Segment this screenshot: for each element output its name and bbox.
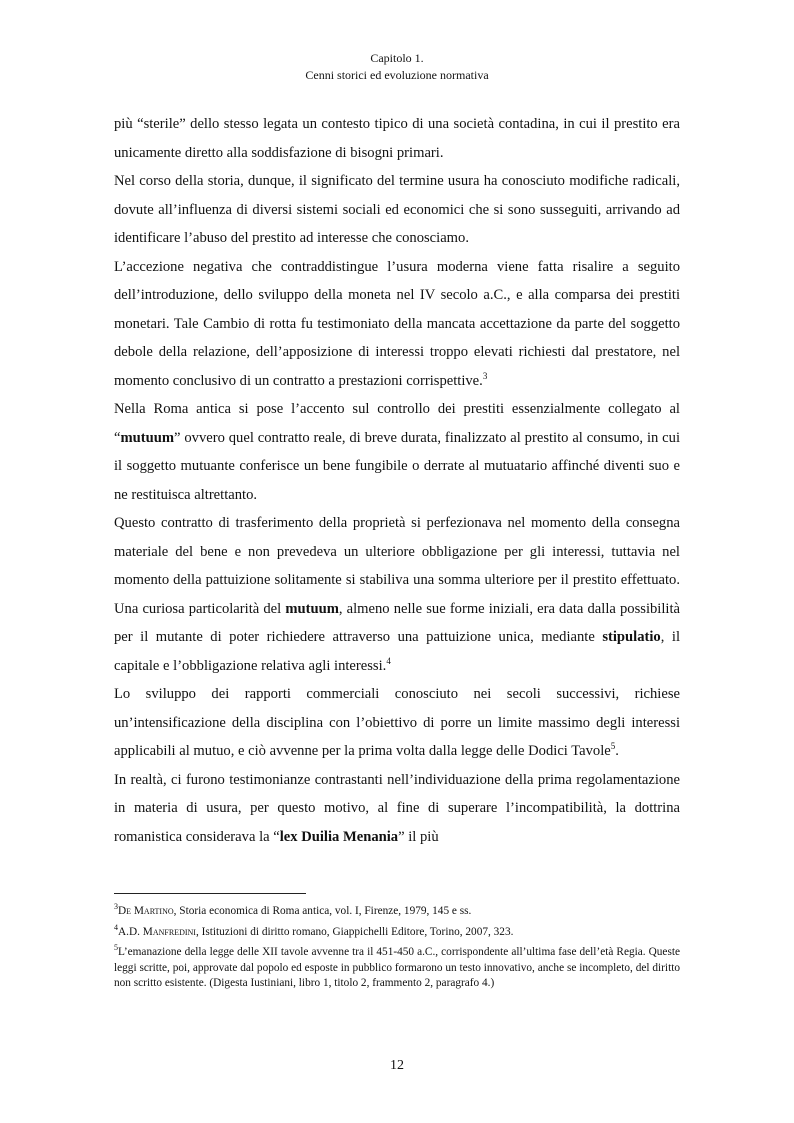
footnote-ref-5: 5 <box>610 741 616 752</box>
running-header <box>0 50 794 84</box>
paragraph-4: Nella Roma antica si pose l’accento sul controllo dei prestiti essenzialmente collegato al “mutuum” ovvero quel contratto reale, di breve durata, finalizzato al prestito al consumo, in cui il soggetto mutuante conferisce un bene fungibile o derrate al mutuatario affinché diventi suo e ne restituisca altrettanto. <box>114 401 680 503</box>
paragraph-2: Nel corso della storia, dunque, il significato del termine usura ha conosciuto modifiche radicali, dovute all’influenza di diversi sistemi sociali ed economici che si sono susseguiti, arrivando ad identificare l’abuso del prestito ad interesse che conosciamo. <box>114 173 680 246</box>
paragraph-6: Lo sviluppo dei rapporti commerciali conosciuto nei secoli successivi, richiese un’intensificazione della disciplina con l’obiettivo di porre un limite massimo degli interessi applicabili al mutuo, e ciò avvenne per la prima volta dalla legge delle Dodici Tavole$^5$. <box>114 686 680 759</box>
footnote-ref-4: 4 <box>386 655 391 666</box>
main-text <box>114 110 680 851</box>
footnotes <box>114 904 680 997</box>
footnote-author: De Martino <box>118 905 174 917</box>
paragraph-3: L’accezione negativa che contraddistingue l’usura moderna viene fatta risalire a seguito dell’introduzione, dello sviluppo della moneta nel IV secolo a.C., e alla comparsa dei prestiti monetari. Tale Cambio di rotta fu testimoniato della mancata accettazione da parte del soggetto debole della relazione, dell’apposizione di interessi troppo elevati richiesti dal prestatore, nel momento conclusivo di un contratto a prestazioni corrispettive.$^3$ <box>114 258 680 389</box>
paragraph-7: In realtà, ci furono testimonianze contrastanti nell’individuazione della prima regolamentazione in materia di usura, per questo motivo, al fine di superare l’incompatibilità, la dottrina romanistica considerava la “lex Duilia Menania” il più <box>114 771 680 845</box>
footnote-5: $^5$L’emanazione della legge delle XII tavole avvenne tra il 451-450 a.C., corrispondente all’ultima fase dell’età Regia. Queste leggi scritte, poi, approvate dal popolo ed esposte in pubblico formarono un testo innovativo, anche se incompleto, del diritto non scritto esistente. (Digesta Iustiniani, libro 1, titolo 2, frammento 2, paragrafo 4.) <box>114 943 680 989</box>
footnote-separator <box>114 893 306 894</box>
footnote-ref-3: 3 <box>482 370 488 381</box>
footnote-author: Manfredini <box>142 925 196 938</box>
chapter-number: Capitolo 1. <box>370 51 424 65</box>
footnote-3: $^3$De Martino, Storia economica di Roma antica, vol. I, Firenze, 1979, 145 e ss. <box>114 902 472 917</box>
term-mutuum: mutuum <box>120 429 175 446</box>
term-stipulatio: stipulatio <box>602 629 661 645</box>
term-lex-duilia-menania: lex Duilia Menania <box>279 828 399 845</box>
footnote-4: $^4$A.D. Manfredini, Istituzioni di diritto romano, Giappichelli Editore, Torino, 2007, 323. <box>114 922 514 938</box>
paragraph-1: più “sterile” dello stesso legata un contesto tipico di una società contadina, in cui il prestito era unicamente diretto alla soddisfazione di bisogni primari. <box>114 116 680 161</box>
term-mutuum: mutuum <box>285 600 339 617</box>
paragraph-5: Questo contratto di trasferimento della proprietà si perfezionava nel momento della consegna materiale del bene e non prevedeva un ulteriore obbligazione per gli interessi, tuttavia nel momento della pattuizione solitamente si stabiliva una somma ulteriore per il prestito effettuato. Una curiosa particolarità del mutuum, almeno nelle sue forme iniziali, era data dalla possibilità per il mutante di poter richiedere attraverso una pattuizione unica, mediante stipulatio, il capitale e l’obbligazione relativa agli interessi.$^4$ <box>114 515 680 674</box>
chapter-title: Cenni storici ed evoluzione normativa <box>305 68 489 82</box>
page-number: 12 <box>390 1058 404 1073</box>
